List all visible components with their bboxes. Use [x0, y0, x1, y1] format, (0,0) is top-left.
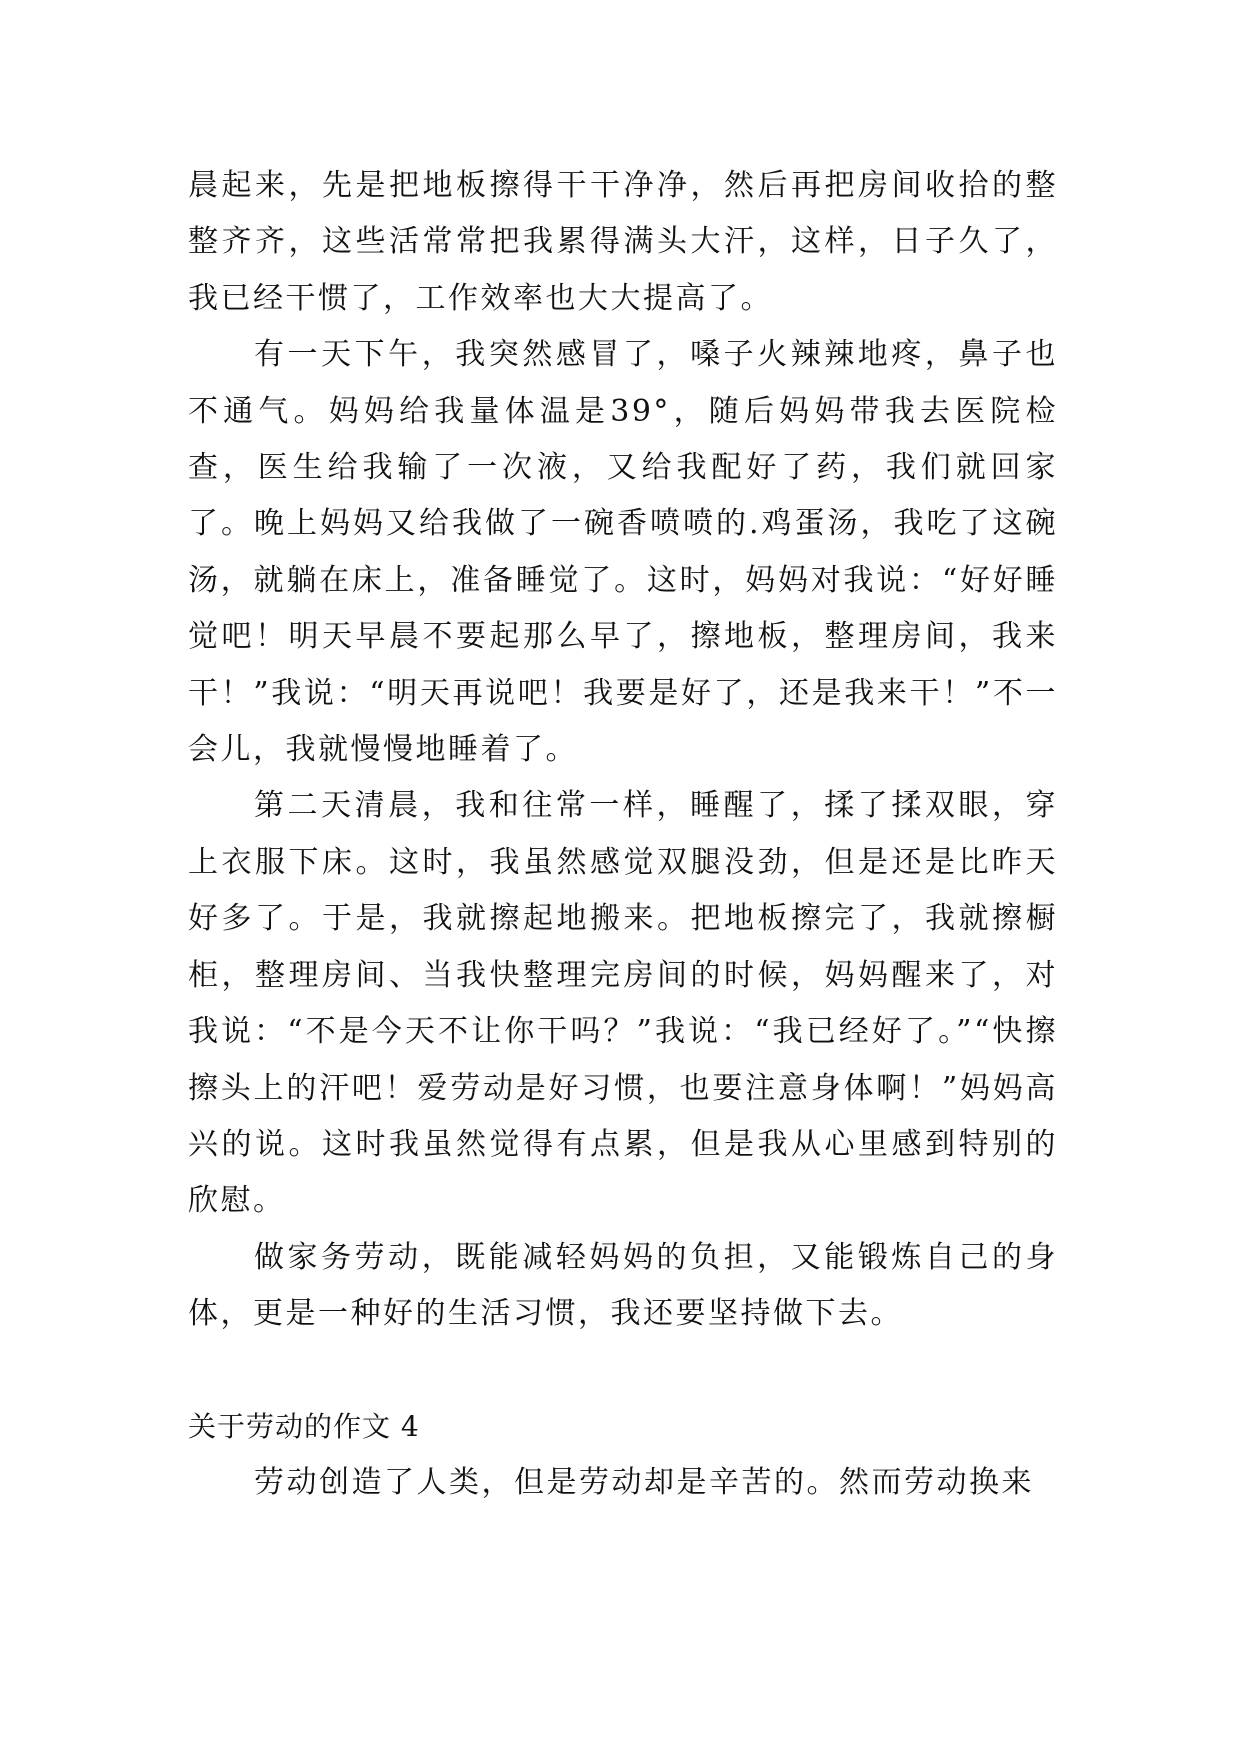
section-heading: 关于劳动的作文 4	[188, 1409, 420, 1443]
document-body	[188, 158, 1058, 1511]
paragraph: 劳动创造了人类，但是劳动却是辛苦的。然而劳动换来	[254, 1464, 1034, 1500]
paragraph: 晨起来，先是把地板擦得干干净净，然后再把房间收拾的整整齐齐，这些活常常把我累得满头大汗，这样，日子久了，我已经干惯了，工作效率也大大提高了。	[188, 168, 1058, 316]
paragraph: 第二天清晨，我和往常一样，睡醒了，揉了揉双眼，穿上衣服下床。这时，我虽然感觉双腿没劲，但是还是比昨天好多了。于是，我就擦起地搬来。把地板擦完了，我就擦橱柜，整理房间、当我快整理完房间的时候，妈妈醒来了，对我说：“不是今天不让你干吗？”我说：“我已经好了。”“快擦擦头上的汗吧！爱劳动是好习惯，也要注意身体啊！”妈妈高兴的说。这时我虽然觉得有点累，但是我从心里感到特别的欣慰。	[188, 788, 1058, 1219]
paragraph: 有一天下午，我突然感冒了，嗓子火辣辣地疼，鼻子也不通气。妈妈给我量体温是39°，随后妈妈带我去医院检查，医生给我输了一次液，又给我配好了药，我们就回家了。晚上妈妈又给我做了一碗香喷喷的.鸡蛋汤，我吃了这碗汤，就躺在床上，准备睡觉了。这时，妈妈对我说：“好好睡觉吧！明天早晨不要起那么早了，擦地板，整理房间，我来干！”我说：“明天再说吧！我要是好了，还是我来干！”不一会儿，我就慢慢地睡着了。	[188, 337, 1058, 768]
section-spacer	[188, 1343, 1058, 1399]
paragraph: 做家务劳动，既能减轻妈妈的负担，又能锻炼自己的身体，更是一种好的生活习惯，我还要坚持做下去。	[188, 1239, 1058, 1332]
